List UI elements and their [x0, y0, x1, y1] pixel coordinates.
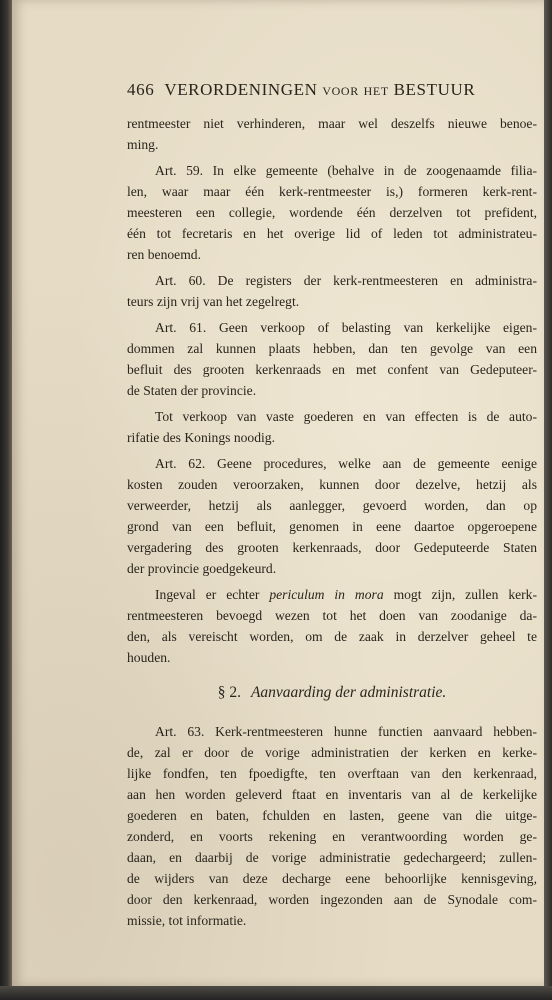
text-line: Art. 62. Geene procedures, welke aan de gemeente eenige: [155, 456, 537, 471]
text-line: teurs zijn vrij van het zegelregt.: [127, 294, 300, 309]
section-title: Aanvaarding der administratie.: [250, 684, 447, 701]
page-number: 466: [127, 80, 155, 99]
text-line: de wijders van deze decharge eene behoorlijke kennisgeving,: [127, 871, 537, 886]
text-run: Ingeval er echter: [155, 587, 270, 602]
article-59: [127, 160, 537, 265]
text-line: rentmeesteren bevoegd wezen tot het doen van zoodanige da-: [127, 608, 537, 623]
text-line: zonderd, en voorts rekening en verantwoording worden ge-: [127, 829, 537, 844]
paragraph-continuation: [127, 113, 537, 155]
latin-phrase: periculum in mora: [269, 587, 384, 602]
article-62: [127, 453, 537, 579]
text-run: mogt zijn, zullen kerk-: [383, 587, 538, 602]
text-line: Tot verkoop van vaste goederen en van effecten is de auto-: [155, 409, 537, 424]
text-line: Art. 61. Geen verkoop of belasting van kerkelijke eigen-: [155, 320, 537, 335]
article-63: [127, 721, 537, 931]
text-line: daan, en daarbij de vorige administratie gedechargeerd; zullen-: [127, 850, 537, 865]
text-line: grond van een befluit, genomen in eene daartoe opgeroepene: [127, 519, 537, 534]
body-text: [127, 113, 537, 931]
text-line: door den kerkenraad, worden ingezonden aan de Synodale com-: [127, 892, 537, 907]
book-page: [12, 0, 544, 986]
article-61: [127, 317, 537, 401]
text-line: goederen en baten, fchulden en lasten, geene van die uitge-: [127, 808, 537, 823]
text-line: [127, 584, 537, 605]
article-60: [127, 270, 537, 312]
text-line: rentmeester niet verhinderen, maar wel deszelfs nieuwe benoe-: [127, 116, 537, 131]
text-line: der provincie goedgekeurd.: [127, 561, 277, 576]
page-edge-bottom: [0, 986, 552, 1000]
text-line: kosten zouden veroorzaken, kunnen door dezelve, hetzij als: [127, 477, 537, 492]
book-gutter-shadow: [0, 0, 12, 1000]
text-line: missie, tot informatie.: [127, 913, 247, 928]
text-line: Art. 59. In elke gemeente (behalve in de zoogenaamde filia-: [155, 163, 537, 178]
text-line: aan hen worden geleverd ftaat en inventaris van al de kerkelijke: [127, 787, 537, 802]
text-line: len, waar maar één kerk-rentmeester is,) formeren kerk-rent-: [127, 184, 537, 199]
text-line: befluit des grooten kerkenraads en met confent van Gedeputeer-: [127, 362, 537, 377]
paragraph-verkoop: [127, 406, 537, 448]
section-number: § 2.: [217, 684, 241, 701]
text-line: houden.: [127, 650, 171, 665]
text-line: dommen zal kunnen plaats hebben, dan ten gevolge van een: [127, 341, 537, 356]
page-edge-right: [544, 0, 552, 1000]
text-line: den, als vereischt worden, om de zaak in derzelver geheel te: [127, 629, 537, 644]
text-line: lijke fondfen, ten fpoedigfte, ten overftaan van den kerkenraad,: [127, 766, 537, 781]
running-header: [127, 80, 499, 100]
text-line: meesteren een collegie, wordende één derzelven tot prefident,: [127, 205, 537, 220]
text-line: ren benoemd.: [127, 247, 201, 262]
section-heading: [127, 682, 537, 703]
text-line: de, zal er door de vorige administratien der kerken en kerke-: [127, 745, 537, 760]
text-line: de Staten der provincie.: [127, 383, 257, 398]
text-line: verweerder, hetzij als aanlegger, gevoerd worden, dan op: [127, 498, 537, 513]
text-line: één tot fecretaris en het overige lid of leden tot administrateu-: [127, 226, 537, 241]
text-line: ming.: [127, 137, 159, 152]
running-title: VERORDENINGEN voor het BESTUUR: [164, 80, 476, 99]
text-line: Art. 60. De registers der kerk-rentmeesteren en administra-: [155, 273, 537, 288]
paragraph-ingeval: [127, 584, 537, 668]
text-line: rifatie des Konings noodig.: [127, 430, 275, 445]
text-line: vergadering des grooten kerkenraads, door Gedeputeerde Staten: [127, 540, 537, 555]
text-line: Art. 63. Kerk-rentmeesteren hunne functien aanvaard hebben-: [155, 724, 537, 739]
